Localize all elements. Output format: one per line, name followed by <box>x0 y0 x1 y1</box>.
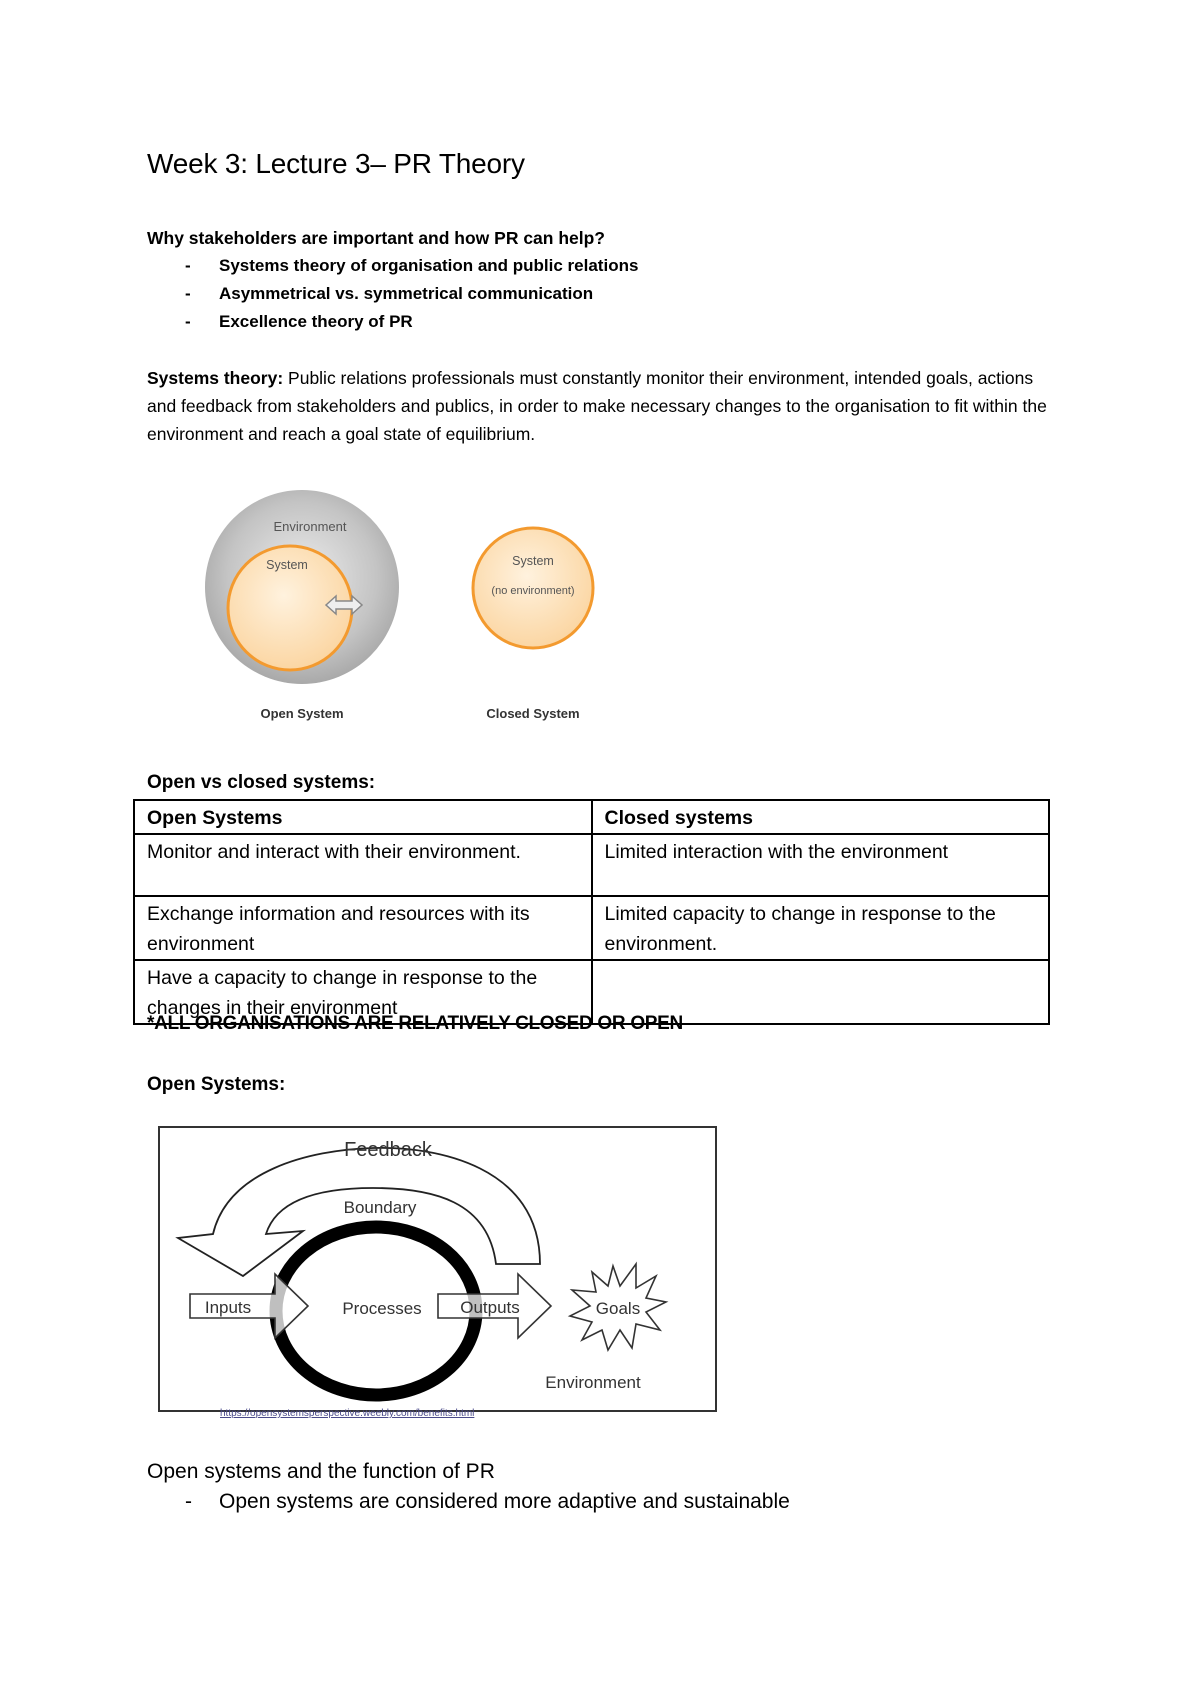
bullet-dash: - <box>185 256 191 275</box>
systems-theory-text: Public relations professionals must constantly monitor their environment, intended goals, actions and feedback from stakeholders and publics, in order to make necessary changes to the organisation to fit within the environment and reach a goal state of equilibrium. <box>147 368 1047 444</box>
goals-label: Goals <box>595 1299 641 1318</box>
inputs-label: Inputs <box>204 1298 252 1317</box>
open-closed-system-figure <box>200 490 620 730</box>
table-cell: Monitor and interact with their environment. <box>134 834 592 896</box>
comparison-table <box>133 799 1050 1025</box>
list-item <box>147 255 638 283</box>
closed-system-label: System <box>512 554 554 568</box>
function-heading: Open systems and the function of PR <box>147 1460 495 1483</box>
open-system-caption: Open System <box>260 706 344 721</box>
bullet-dash: - <box>185 1490 192 1513</box>
open-systems-diagram <box>158 1126 718 1416</box>
systems-theory-paragraph <box>147 364 1067 448</box>
note-text: *ALL ORGANISATIONS ARE RELATIVELY CLOSED OR OPEN <box>147 1013 683 1034</box>
table-cell: Exchange information and resources with its environment <box>134 896 592 960</box>
environment-label: Environment <box>545 1373 641 1392</box>
table-row <box>134 834 1049 896</box>
question-heading: Why stakeholders are important and how PR can help? <box>147 228 605 248</box>
column-header: Closed systems <box>592 800 1050 834</box>
column-header: Open Systems <box>134 800 592 834</box>
list-item <box>147 283 638 311</box>
environment-label: Environment <box>273 519 347 534</box>
topic-label: Asymmetrical vs. symmetrical communication <box>219 284 594 303</box>
open-systems-heading: Open Systems: <box>147 1074 286 1095</box>
table-header-row <box>134 800 1049 834</box>
feedback-label: Feedback <box>344 1139 432 1161</box>
table-cell: Have a capacity to change in response to the changes in their environment <box>134 960 592 1024</box>
topic-label: Excellence theory of PR <box>219 312 413 331</box>
table-row <box>134 896 1049 960</box>
topic-label: Systems theory of organisation and public relations <box>219 256 639 275</box>
boundary-label: Boundary <box>343 1198 417 1217</box>
function-item-text: Open systems are considered more adaptive and sustainable <box>219 1490 790 1513</box>
open-system-label: System <box>266 558 308 572</box>
outputs-label: Outputs <box>460 1298 520 1317</box>
page-title: Week 3: Lecture 3– PR Theory <box>147 148 525 179</box>
figure-source-link[interactable]: https://opensystemsperspective.weebly.com/benefits.html <box>220 1408 475 1419</box>
comparison-heading: Open vs closed systems: <box>147 772 376 793</box>
no-environment-label: (no environment) <box>491 585 575 597</box>
closed-system-caption: Closed System <box>486 706 580 721</box>
list-item <box>147 311 638 339</box>
topic-list <box>147 255 638 339</box>
systems-theory-label: Systems theory: <box>147 368 284 388</box>
table-cell: Limited interaction with the environment <box>592 834 1050 896</box>
bullet-dash: - <box>185 312 191 331</box>
processes-label: Processes <box>342 1299 422 1318</box>
bullet-dash: - <box>185 284 191 303</box>
table-cell: Limited capacity to change in response to the environment. <box>592 896 1050 960</box>
